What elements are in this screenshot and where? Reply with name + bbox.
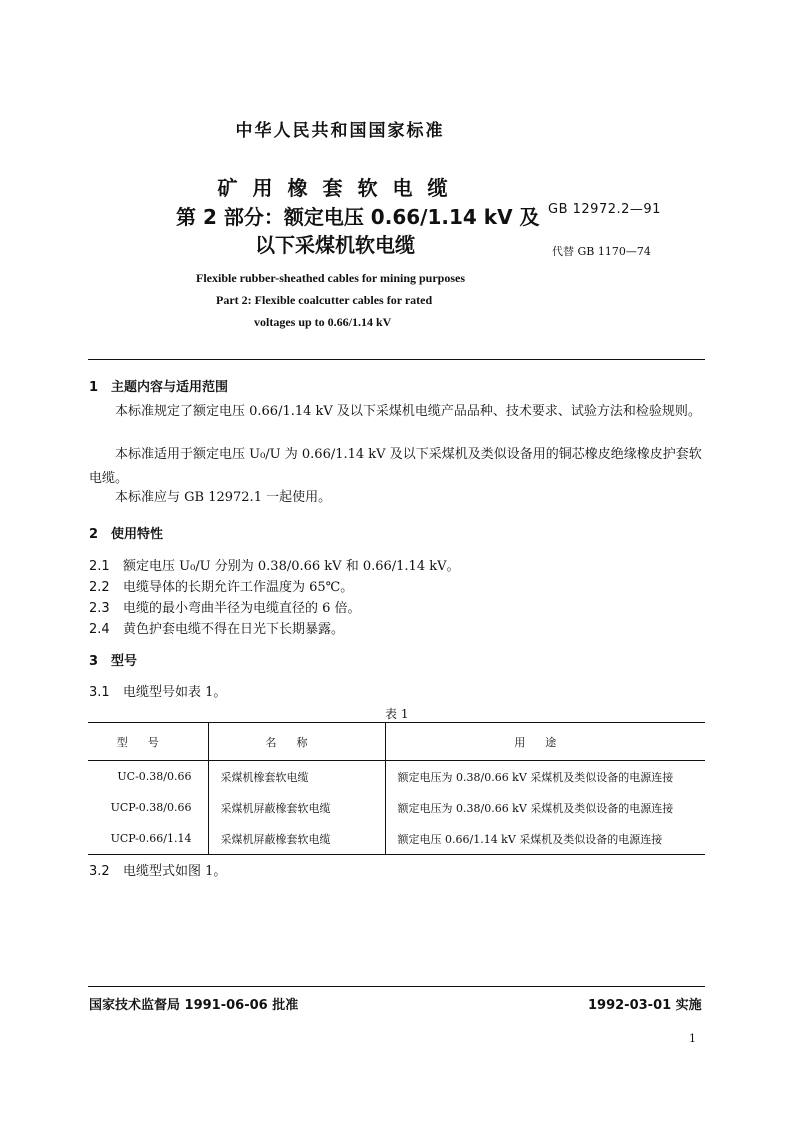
- header-usage: 用途: [385, 723, 705, 761]
- replaces-standard: 代替 GB 1170—74: [552, 245, 651, 258]
- clause-number: 3.1: [89, 685, 110, 700]
- cell-model: UCP-0.66/1.14: [88, 823, 208, 855]
- clause-text: 黄色护套电缆不得在日光下长期暴露。: [123, 622, 345, 637]
- cell-model: UCP-0.38/0.66: [110, 801, 192, 814]
- cell-model: UC-0.38/0.66: [117, 770, 192, 783]
- cell-name: 采煤机屏蔽橡套软电缆: [208, 792, 385, 823]
- section-1-heading: [89, 376, 228, 395]
- table-row: [88, 761, 705, 793]
- clause-number: 2.4: [89, 622, 110, 637]
- clause-3-1: [89, 681, 226, 700]
- page-number: 1: [689, 1032, 696, 1045]
- implementation-date: 1992-03-01 实施: [588, 998, 702, 1013]
- document-title-line-1: 矿用橡套软电缆: [217, 176, 463, 200]
- section-1-paragraph-1: 本标准规定了额定电压 0.66/1.14 kV 及以下采煤机电缆产品品种、技术要求、试验方法和检验规则。: [115, 404, 701, 419]
- header-name: 名称: [208, 723, 385, 761]
- approval-date: 国家技术监督局 1991-06-06 批准: [89, 998, 299, 1013]
- clause-2-3: [89, 597, 361, 616]
- section-title: 使用特性: [111, 527, 164, 542]
- english-title-line-1: Flexible rubber-sheathed cables for mining purposes: [196, 271, 466, 285]
- document-title-line-3: 以下采煤机软电缆: [255, 233, 415, 257]
- section-number: 3: [89, 654, 99, 669]
- clause-text: 额定电压 U₀/U 分别为 0.38/0.66 kV 和 0.66/1.14 kV。: [123, 559, 460, 574]
- cell-usage: 额定电压 0.66/1.14 kV 采煤机及类似设备的电源连接: [385, 823, 705, 855]
- section-title: 型号: [111, 654, 138, 669]
- footer-divider: [88, 986, 705, 987]
- clause-number: 2.3: [89, 601, 110, 616]
- table-row: [88, 823, 705, 855]
- english-title-line-3: voltages up to 0.66/1.14 kV: [254, 315, 392, 329]
- section-3-heading: [89, 650, 137, 669]
- clause-2-4: [89, 618, 344, 637]
- table-caption: 表 1: [385, 707, 409, 721]
- clause-text: 电缆型号如表 1。: [123, 685, 227, 700]
- cell-name: 采煤机屏蔽橡套软电缆: [208, 823, 385, 855]
- section-title: 主题内容与适用范围: [111, 380, 229, 395]
- table-row: [88, 792, 705, 823]
- table-header-row: [88, 723, 705, 761]
- clause-number: 2.2: [89, 580, 110, 595]
- clause-text: 电缆型式如图 1。: [123, 864, 227, 879]
- issuing-country-heading: 中华人民共和国国家标准: [235, 121, 445, 141]
- section-1-paragraph-3: 本标准应与 GB 12972.1 一起使用。: [115, 490, 332, 505]
- cable-model-table: [88, 722, 705, 855]
- clause-text: 电缆的最小弯曲半径为电缆直径的 6 倍。: [123, 601, 361, 616]
- cell-usage: 额定电压为 0.38/0.66 kV 采煤机及类似设备的电源连接: [385, 761, 705, 793]
- english-title-line-2: Part 2: Flexible coalcutter cables for rated: [216, 293, 433, 307]
- standard-number: GB 12972.2—91: [548, 202, 661, 217]
- section-number: 2: [89, 527, 99, 542]
- header-model: 型号: [88, 723, 208, 761]
- clause-text: 电缆导体的长期允许工作温度为 65℃。: [123, 580, 354, 595]
- clause-number: 3.2: [89, 864, 110, 879]
- cell-usage: 额定电压为 0.38/0.66 kV 采煤机及类似设备的电源连接: [385, 792, 705, 823]
- clause-2-1: [89, 555, 460, 574]
- header-divider: [88, 359, 705, 360]
- clause-number: 2.1: [89, 559, 110, 574]
- section-2-heading: [89, 523, 163, 542]
- clause-2-2: [89, 576, 353, 595]
- document-title-line-2: 第 2 部分：额定电压 0.66/1.14 kV 及: [176, 205, 540, 229]
- clause-3-2: [89, 860, 226, 879]
- section-1-paragraph-2: 本标准适用于额定电压 U₀/U 为 0.66/1.14 kV 及以下采煤机及类似设备用的铜芯橡皮绝缘橡皮护套软电缆。: [89, 447, 702, 486]
- cell-name: 采煤机橡套软电缆: [208, 761, 385, 793]
- section-number: 1: [89, 380, 99, 395]
